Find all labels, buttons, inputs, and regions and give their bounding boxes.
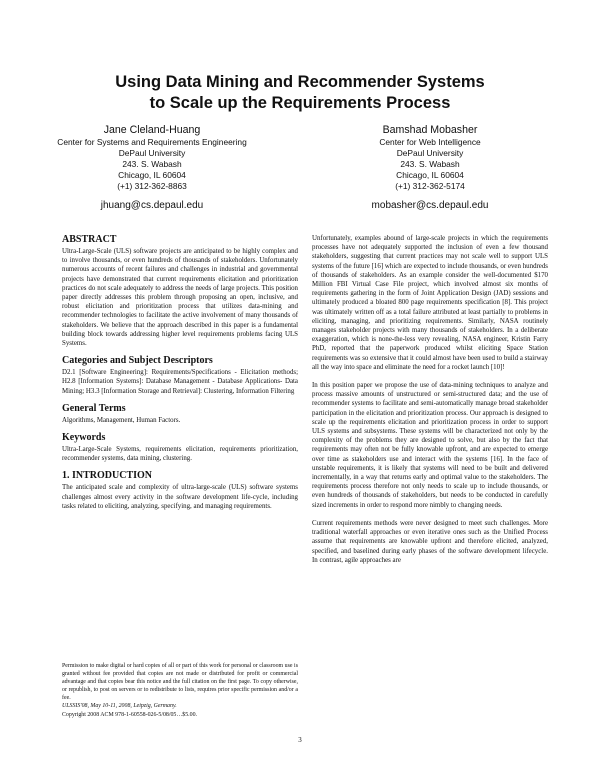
permission-notice bbox=[62, 662, 298, 719]
abstract-text: Ultra-Large-Scale (ULS) software projects are anticipated to be highly complex and to involve thousands, or even hundreds of thousands of stakeholders. Unfortunately numerous accounts of recent failures and challenges in industrial and governmental projects have demonstrated that current requirements elicitation and prioritization practices do not scale adequately to address the needs of large projects. This position paper directly addresses this problem through proposing an open, inclusive, and robust elicitation and prioritization process that utilizes data-mining and recommender technologies to facilitate the active involvement of many thousands of stakeholders. We believe that the approach described in this paper is a fundamental building block towards addressing higher level requirements problems facing ULS Systems. bbox=[62, 248, 298, 348]
author-city: Chicago, IL 60604 bbox=[118, 170, 186, 180]
author-org: DePaul University bbox=[396, 148, 464, 158]
general-terms-section bbox=[62, 403, 298, 425]
general-terms-text: Algorithms, Management, Human Factors. bbox=[62, 416, 181, 424]
author-street: 243. S. Wabash bbox=[400, 159, 460, 169]
introduction-text: The anticipated scale and complexity of ultra-large-scale (ULS) software systems challenges almost every activity in the software development life-cycle, including tasks related to eliciting, analyzing, specifying, and managing requirements. bbox=[62, 484, 298, 510]
author-block-1 bbox=[32, 124, 272, 212]
abstract-section bbox=[62, 234, 298, 348]
permission-text: Permission to make digital or hard copies of all or part of this work for personal or classroom use is granted without fee provided that copies are not made or distributed for profit or commercial advantage and that copies bear this notice and the full citation on the first page. To copy otherwise, or republish, to post on servers or to redistribute to lists, requires prior specific permission and/or a fee. bbox=[62, 663, 298, 702]
author-phone: (+1) 312-362-5174 bbox=[395, 181, 465, 191]
author-affiliation: Center for Web Intelligence bbox=[379, 137, 481, 147]
author-email: mobasher@cs.depaul.edu bbox=[371, 200, 489, 211]
categories-heading: Categories and Subject Descriptors bbox=[62, 355, 213, 367]
body-paragraph: Unfortunately, examples abound of large-scale projects in which the requirements processes have not adequately supported the inclusion of even a few thousand stakeholders, suggesting that current practices may not scale well to support ULS systems of the future [16] which are expected to include thousands, or even hundreds of thousands of stakeholders. As an example consider the well-documented $170 Million FBI Virtual Case File project, which involved almost six months of requirements gathering in the form of Joint Application Design (JAD) sessions and ultimately produced a bloated 800 page requirements specification [8]. This project was ultimately written off as a total failure attributed at least partially to problems in eliciting, managing, and prioritizing requirements. Similarly, NASA routinely manages stakeholder projects with many thousands of stakeholders. In a deliberate exaggeration, which is none-the-less very revealing, NASA engineer, Kristin Farry PhD, reported that the paperwork produced whilst eliciting Space Station requirements was so extensive that it could almost have been used to build a stairway all the way into space and eliminate the need for a rocket launch [10]! bbox=[312, 235, 548, 371]
abstract-heading: ABSTRACT bbox=[62, 234, 117, 245]
right-column bbox=[312, 234, 548, 565]
introduction-section bbox=[62, 470, 298, 511]
page-number: 3 bbox=[298, 736, 302, 744]
title-line-2: to Scale up the Requirements Process bbox=[149, 94, 451, 112]
permission-copyright: Copyright 2008 ACM 978-1-60558-026-5/08/05…$5.00. bbox=[62, 711, 197, 718]
body-paragraph: Current requirements methods were never designed to meet such challenges. More traditional waterfall approaches or even iterative ones such as the Unified Process assume that requirements are knowable upfront and therefore elicited, analyzed, specified, and baselined during early phases of the software development lifecycle. In contrast, agile approaches are bbox=[312, 519, 548, 564]
general-terms-heading: General Terms bbox=[62, 402, 126, 414]
author-city: Chicago, IL 60604 bbox=[396, 170, 464, 180]
author-affiliation: Center for Systems and Requirements Engineering bbox=[57, 137, 247, 147]
title-line-1: Using Data Mining and Recommender Systems bbox=[115, 73, 485, 91]
keywords-section bbox=[62, 432, 298, 463]
author-phone: (+1) 312-362-8863 bbox=[117, 181, 187, 191]
introduction-heading: 1. INTRODUCTION bbox=[62, 470, 153, 482]
author-name: Bamshad Mobasher bbox=[382, 124, 478, 136]
body-paragraph: In this position paper we propose the use of data-mining techniques to analyze and process massive amounts of unstructured or semi-structured data; and the use of recommender systems to facilitate and semi-automatically manage broad stakeholder participation in the elicitation and prioritization process. Our approach is designed to scale up the requirements elicitation and prioritization process in order to support ULS systems and subsystems. These systems will be characterized not only by the complexity of the problems they are designed to solve, but also by the fact that requirements may often not be fully knowable upfront, and are expected to emerge over time as stakeholders use and interact with the systems [16]. In the face of unstable requirements, it is likely that systems will need to be built and delivered incrementally, in a way that returns early and optimal value to the stakeholders. The requirements process therefore not only needs to scale up to include thousands, or even hundreds of thousands of stakeholders, but needs to be conducted in carefully sized increments in order to respond more nimbly to changing needs. bbox=[312, 382, 548, 509]
categories-section bbox=[62, 355, 298, 396]
keywords-text: Ultra-Large-Scale Systems, requirements elicitation, requirements prioritization, recommender systems, data mining, clustering. bbox=[62, 446, 298, 463]
author-street: 243. S. Wabash bbox=[122, 159, 182, 169]
paper-title bbox=[0, 72, 600, 114]
author-org: DePaul University bbox=[118, 148, 186, 158]
author-name: Jane Cleland-Huang bbox=[103, 124, 201, 136]
left-column bbox=[62, 234, 298, 518]
permission-venue: ULSSIS'08, May 10-11, 2008, Leipzig, Germany. bbox=[62, 703, 177, 710]
author-block-2 bbox=[318, 124, 542, 212]
categories-text: D2.1 [Software Engineering]: Requirements/Specifications - Elicitation methods; H2.8 [Information Systems]: Database Management - Database Applications- Data Mining; H3.3 [Information Storage and Retrieval]: Clustering, Information Filtering bbox=[62, 369, 298, 395]
author-email: jhuang@cs.depaul.edu bbox=[100, 200, 204, 211]
keywords-heading: Keywords bbox=[62, 432, 106, 444]
